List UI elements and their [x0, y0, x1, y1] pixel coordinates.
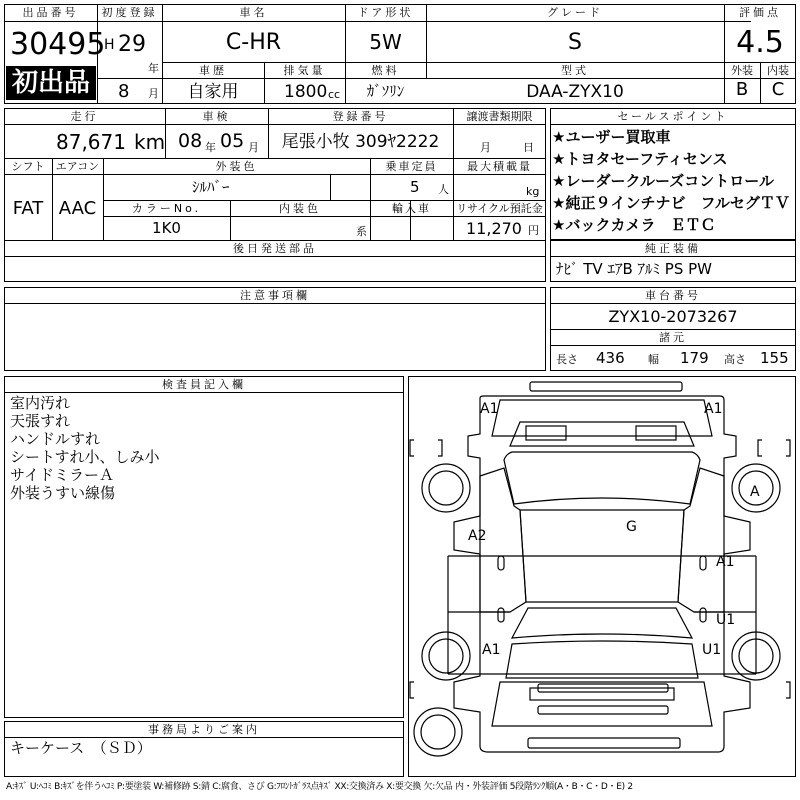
sales-item: ★バックカメラ ＥＴＣ: [552, 216, 716, 234]
height: 155: [760, 349, 789, 367]
load-label: 最大積載量: [467, 160, 532, 173]
sales-item: ★純正９インチナビ フルセグＴＶ: [552, 194, 790, 212]
inspector-line: サイドミラーＡ: [10, 466, 114, 484]
chassis-label: 車台番号: [645, 289, 701, 302]
first-reg-year: 29: [118, 32, 146, 57]
inspector-line: 外装うすい線傷: [10, 484, 116, 502]
first-listing-badge: 初出品: [6, 66, 96, 100]
deadline-month: 月: [480, 141, 491, 154]
inspector-line: ハンドルすれ: [10, 430, 101, 448]
exterior-label: 外装: [731, 64, 753, 77]
ext-color: ｼﾙﾊﾞｰ: [192, 178, 230, 196]
mark-roof: G: [626, 519, 637, 535]
history-label: 車歴: [199, 64, 227, 77]
air-conditioner: AAC: [58, 198, 97, 219]
score-label: 評価点: [739, 6, 781, 19]
era: H: [104, 37, 115, 53]
capacity-unit: 人: [438, 183, 449, 196]
color-no: 1K0: [152, 219, 181, 237]
fuel-label: 燃料: [371, 64, 400, 77]
interior-label: 内装: [767, 64, 789, 77]
recycle-fee: 11,270: [466, 219, 522, 238]
car-name: C-HR: [225, 30, 282, 55]
reg-number-label: 登録番号: [332, 110, 389, 123]
capacity-label: 乗車定員: [385, 160, 438, 173]
mark-right-rear: U1: [702, 642, 722, 658]
height-label: 高さ: [724, 353, 746, 366]
equipment-label: 純正装備: [645, 242, 701, 255]
sales-item: ★レーダークルーズコントロール: [552, 172, 774, 190]
import-label: 輸入車: [392, 202, 431, 215]
mark-front-right: A1: [704, 401, 723, 417]
model-code: DAA-ZYX10: [526, 82, 624, 102]
reg-number: 尾張小牧 309ﾔ2222: [281, 132, 440, 152]
office-label: 事務局よりご案内: [148, 723, 260, 736]
displacement-unit: cc: [328, 88, 341, 101]
damage-marks: [468, 401, 760, 658]
mark-left-door: A2: [468, 528, 487, 544]
sales-item: ★トヨタセーフティセンス: [552, 150, 728, 168]
width: 179: [680, 349, 709, 367]
width-label: 幅: [648, 353, 659, 366]
displacement-label: 排気量: [283, 64, 326, 77]
car-history: 自家用: [187, 82, 239, 102]
door-label: ドア形状: [357, 6, 414, 19]
first-reg-month: 8: [118, 81, 130, 102]
ac-label: エアコン: [55, 160, 100, 173]
sales-label: セールスポイント: [617, 110, 729, 123]
month-unit: 月: [148, 87, 159, 100]
car-name-label: 車名: [239, 6, 268, 19]
inspection-year-unit: 年: [205, 141, 216, 154]
door-type: 5W: [369, 30, 402, 54]
mark-front-left: A1: [480, 401, 499, 417]
shift: FAT: [12, 198, 44, 219]
int-color-label: 内装色: [279, 202, 321, 215]
load-unit: kg: [526, 185, 540, 198]
mark-left-rear: A1: [482, 642, 501, 658]
model-label: 型式: [561, 64, 589, 77]
inspector-line: シートすれ小、しみ小: [10, 448, 160, 466]
inspection-label: 車検: [202, 110, 231, 123]
mileage-label: 走行: [70, 110, 99, 123]
int-color-unit: 系: [356, 225, 367, 238]
inspector-line: 室内汚れ: [10, 394, 71, 412]
office-note: キーケース （ＳＤ）: [10, 739, 152, 757]
first-reg-label: 初度登録: [101, 6, 158, 19]
deadline-label: 譲渡書類期限: [466, 110, 533, 123]
car-diagram: [408, 376, 796, 777]
inspection-month-unit: 月: [248, 141, 259, 154]
length: 436: [596, 349, 625, 367]
shift-label: シフト: [11, 160, 45, 173]
dims-label: 諸元: [659, 331, 687, 344]
grade-label: グレード: [547, 6, 603, 19]
legend-text: A:ｷｽﾞ U:ﾍｺﾐ B:ｷｽﾞを伴うﾍｺﾐ P:要塗装 W:補修跡 S:錆 C:腐食、さび G:ﾌﾛﾝﾄｶﾞﾗｽ点ｷｽﾞ XX:交換済み X:要交換 欠:欠品 内・外装評価 5段階ﾗﾝｸ順(A・B・C・D・E) 2: [6, 782, 633, 792]
fuel: ｶﾞｿﾘﾝ: [366, 82, 405, 100]
color-no-label: カラーNo.: [131, 202, 202, 215]
displacement: 1800: [284, 82, 328, 102]
inspector-line: 天張すれ: [10, 412, 71, 430]
inspection-year: 08: [178, 130, 203, 152]
mileage-unit: km: [134, 130, 166, 154]
inspector-label: 検査員記入欄: [162, 378, 246, 391]
recycle-unit: 円: [528, 224, 539, 237]
interior-grade: C: [771, 79, 785, 100]
mark-right-rear-door: U1: [716, 612, 736, 628]
mark-right-front-door: A1: [716, 554, 735, 570]
lot-number: 30495: [10, 27, 106, 62]
length-label: 長さ: [556, 353, 578, 366]
score: 4.5: [736, 25, 784, 60]
year-unit: 年: [148, 62, 159, 75]
mark-right-front-wheel: A: [750, 484, 760, 500]
grade: S: [568, 30, 582, 55]
later-parts-label: 後日発送部品: [233, 242, 317, 255]
recycle-label: リサイクル預託金: [456, 202, 543, 215]
lot-label: 出品番号: [22, 6, 79, 19]
notes-label: 注意事項欄: [240, 289, 310, 302]
capacity: 5: [410, 178, 420, 196]
equipment-list: ﾅﾋﾞ TV ｴｱB ｱﾙﾐ PS PW: [556, 260, 712, 278]
ext-color-label: 外装色: [215, 160, 258, 173]
inspection-month: 05: [220, 130, 245, 152]
chassis-number: ZYX10-2073267: [608, 307, 738, 326]
deadline-day: 日: [523, 141, 534, 154]
mileage: 87,671: [56, 130, 126, 154]
sales-item: ★ユーザー買取車: [552, 128, 671, 146]
exterior-grade: B: [735, 79, 749, 100]
